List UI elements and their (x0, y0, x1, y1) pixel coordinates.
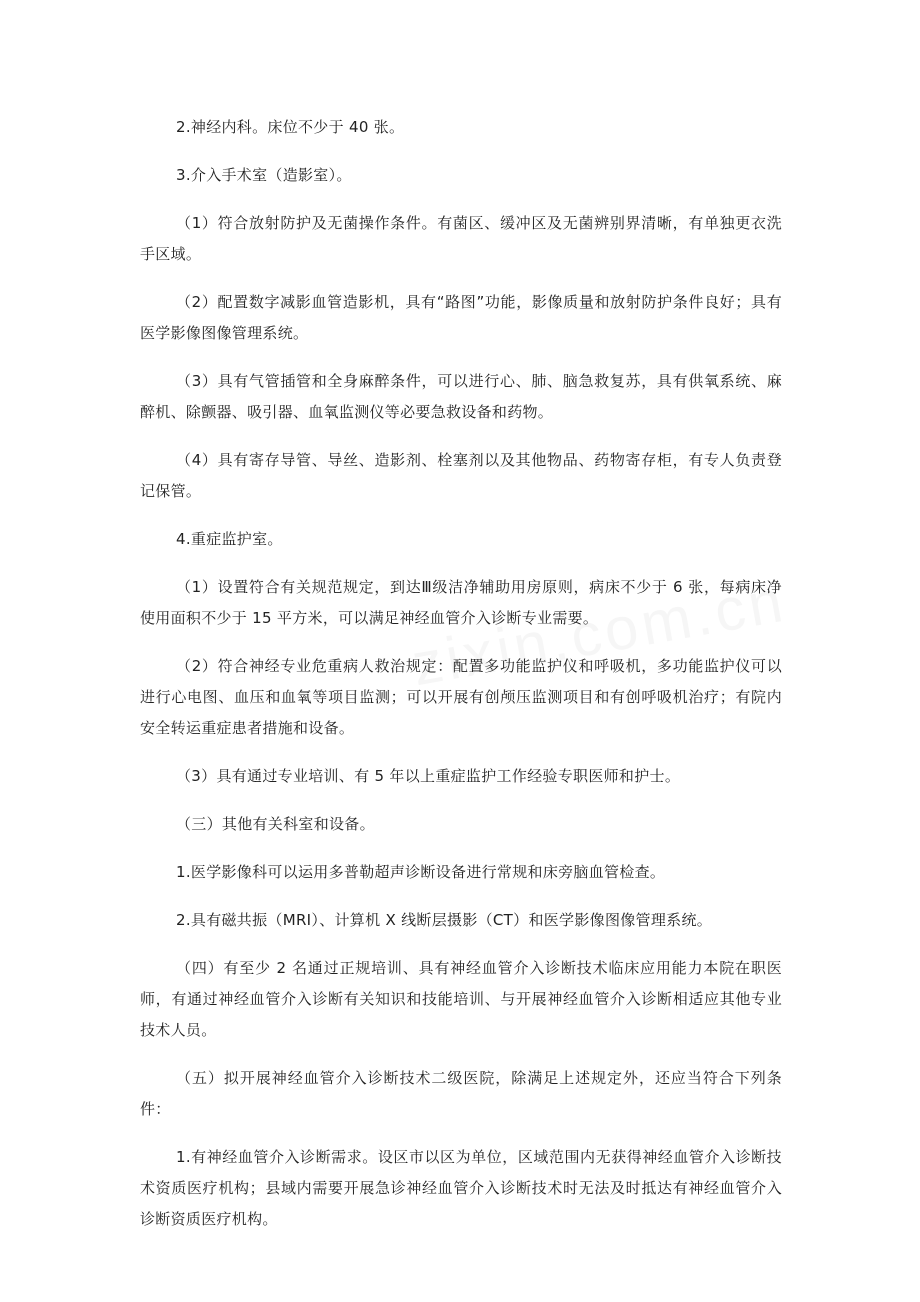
paragraph: （3）具有气管插管和全身麻醉条件，可以进行心、肺、脑急救复苏，具有供氧系统、麻醉机、除颤器、吸引器、血氧监测仪等必要急救设备和药物。 (140, 372, 782, 421)
paragraph: 1.医学影像科可以运用多普勒超声诊断设备进行常规和床旁脑血管检查。 (176, 863, 666, 881)
paragraph: （4）具有寄存导管、导丝、造影剂、栓塞剂以及其他物品、药物寄存柜，有专人负责登记保管。 (140, 451, 782, 500)
paragraph: 1.有神经血管介入诊断需求。设区市以区为单位，区域范围内无获得神经血管介入诊断技术资质医疗机构；县域内需要开展急诊神经血管介入诊断技术时无法及时抵达有神经血管介入诊断资质医疗机构。 (140, 1148, 782, 1228)
paragraph: （五）拟开展神经血管介入诊断技术二级医院，除满足上述规定外，还应当符合下列条件： (140, 1069, 782, 1118)
paragraph: （1）设置符合有关规范规定，到达Ⅲ级洁净辅助用房原则，病床不少于 6 张，每病床净使用面积不少于 15 平方米，可以满足神经血管介入诊断专业需要。 (140, 578, 782, 627)
paragraph: （2）符合神经专业危重病人救治规定：配置多功能监护仪和呼吸机，多功能监护仪可以进行心电图、血压和血氧等项目监测；可以开展有创颅压监测项目和有创呼吸机治疗；有院内安全转运重症患者措施和设备。 (140, 657, 782, 737)
paragraph: （1）符合放射防护及无菌操作条件。有菌区、缓冲区及无菌辨别界清晰，有单独更衣洗手区域。 (140, 214, 782, 263)
paragraph: 2.神经内科。床位不少于 40 张。 (176, 118, 405, 136)
paragraph: 2.具有磁共振（MRI）、计算机 X 线断层摄影（CT）和医学影像图像管理系统。 (176, 911, 713, 929)
paragraph: （三）其他有关科室和设备。 (176, 815, 375, 833)
paragraph: （3）具有通过专业培训、有 5 年以上重症监护工作经验专职医师和护士。 (176, 767, 681, 785)
paragraph: （四）有至少 2 名通过正规培训、具有神经血管介入诊断技术临床应用能力本院在职医师，有通过神经血管介入诊断有关知识和技能培训、与开展神经血管介入诊断相适应其他专业技术人员。 (140, 959, 782, 1039)
paragraph: 4.重症监护室。 (176, 530, 283, 548)
document-body (140, 112, 782, 1252)
paragraph: （2）配置数字减影血管造影机，具有“路图”功能，影像质量和放射防护条件良好；具有医学影像图像管理系统。 (140, 293, 782, 342)
paragraph: 3.介入手术室（造影室）。 (176, 166, 352, 184)
